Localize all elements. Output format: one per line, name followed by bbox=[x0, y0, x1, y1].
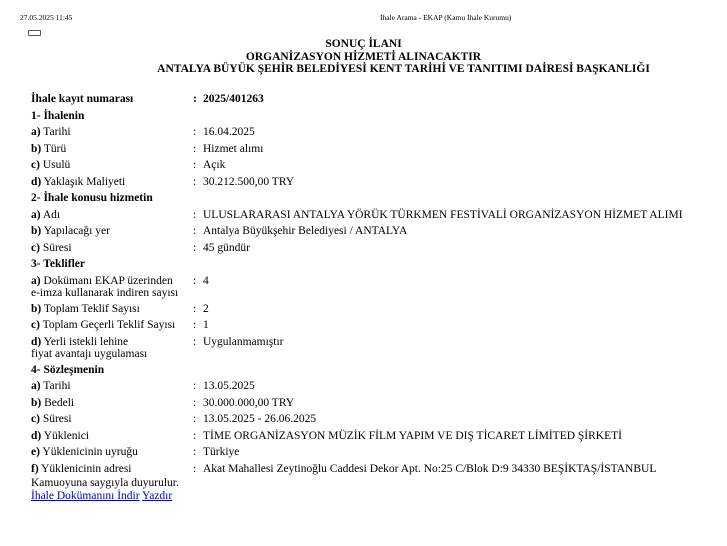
row-label: Tarihi bbox=[43, 126, 71, 138]
row-label: Yüklenicinin adresi bbox=[41, 462, 132, 475]
row-key: b) bbox=[31, 142, 42, 155]
row-4a bbox=[31, 378, 721, 395]
row-3b bbox=[31, 301, 721, 318]
row-1c bbox=[31, 157, 721, 174]
colon: : bbox=[193, 241, 197, 254]
colon: : bbox=[193, 380, 197, 392]
colon: : bbox=[193, 446, 197, 458]
row-value: 2 bbox=[203, 302, 209, 315]
row-label: Toplam Teklif Sayısı bbox=[43, 302, 140, 315]
row-key: c) bbox=[31, 241, 40, 254]
row-label: Dokümanı EKAP üzerinden bbox=[43, 274, 173, 287]
row-label: Yaklaşık Maliyeti bbox=[43, 175, 126, 188]
row-value: ULUSLARARASI ANTALYA YÖRÜK TÜRKMEN FESTİVALİ ORGANİZASYON HİZMET ALIMI bbox=[203, 208, 683, 221]
row-value: 30.000.000,00 TRY bbox=[203, 396, 295, 409]
row-key: a) bbox=[31, 126, 41, 138]
print-header-title: İhale Arama - EKAP (Kamu İhale Kurumu) bbox=[380, 13, 512, 22]
colon: : bbox=[193, 335, 197, 348]
row-value: 45 gündür bbox=[203, 241, 250, 254]
title-line-3: ANTALYA BÜYÜK ŞEHİR BELEDİYESİ KENT TARİHİ VE TANITIMI DAİRESİ BAŞKANLIĞI bbox=[157, 63, 650, 75]
row-label: Tarihi bbox=[43, 380, 71, 392]
row-key: d) bbox=[31, 429, 42, 442]
row-label: Yüklenici bbox=[43, 429, 90, 442]
row-value: Türkiye bbox=[203, 446, 240, 458]
print-header-timestamp: 27.05.2025 11:45 bbox=[20, 13, 73, 22]
row-value: Antalya Büyükşehir Belediyesi / ANTALYA bbox=[203, 225, 408, 237]
row-label: Türü bbox=[43, 142, 67, 155]
row-4b bbox=[31, 395, 721, 412]
colon: : bbox=[193, 413, 197, 425]
row-kayit bbox=[31, 91, 721, 108]
colon: : bbox=[193, 93, 197, 105]
row-value: Hizmet alımı bbox=[203, 142, 264, 155]
kayit-value: 2025/401263 bbox=[203, 93, 264, 105]
row-label: Yüklenicinin uyruğu bbox=[42, 446, 138, 458]
row-key: a) bbox=[31, 208, 41, 221]
row-label: Adı bbox=[42, 208, 61, 221]
kayit-label: İhale kayıt numarası bbox=[31, 93, 134, 105]
print-icon[interactable] bbox=[28, 30, 41, 36]
row-key: a) bbox=[31, 380, 41, 392]
print-link[interactable]: Yazdır bbox=[142, 490, 173, 502]
row-value: Açık bbox=[203, 159, 226, 171]
announcement-body bbox=[31, 91, 721, 503]
colon: : bbox=[193, 462, 197, 475]
section-3-title: 3- Teklifler bbox=[31, 258, 85, 270]
colon: : bbox=[193, 175, 197, 188]
row-label: Süresi bbox=[42, 413, 72, 425]
row-2b bbox=[31, 223, 721, 240]
row-4d bbox=[31, 428, 721, 445]
colon: : bbox=[193, 429, 197, 442]
row-value: Uygulanmamıştır bbox=[203, 335, 284, 348]
closing-text: Kamuoyuna saygıyla duyurulur. bbox=[31, 477, 179, 489]
row-4f bbox=[31, 461, 721, 478]
row-key: b) bbox=[31, 396, 42, 409]
row-value: 13.05.2025 - 26.06.2025 bbox=[203, 413, 317, 425]
row-value: TİME ORGANİZASYON MÜZİK FİLM YAPIM VE DIŞ TİCARET LİMİTED ŞİRKETİ bbox=[203, 429, 622, 442]
row-label: Süresi bbox=[42, 241, 72, 254]
row-value: 1 bbox=[203, 319, 209, 331]
row-label-cont: e-imza kullanarak indiren sayısı bbox=[31, 286, 179, 299]
row-label: Bedeli bbox=[44, 396, 75, 409]
row-1b bbox=[31, 141, 721, 158]
row-key: e) bbox=[31, 446, 40, 458]
colon: : bbox=[193, 225, 197, 237]
colon: : bbox=[193, 274, 197, 287]
row-value: 4 bbox=[203, 274, 209, 287]
row-4e bbox=[31, 444, 721, 461]
row-2a bbox=[31, 207, 721, 224]
row-label-cont: fiyat avantajı uygulaması bbox=[31, 347, 148, 360]
colon: : bbox=[193, 208, 197, 221]
row-label: Toplam Geçerli Teklif Sayısı bbox=[42, 319, 176, 331]
row-4c bbox=[31, 411, 721, 428]
row-value: 30.212.500,00 TRY bbox=[203, 175, 295, 188]
colon: : bbox=[193, 319, 197, 331]
colon: : bbox=[193, 126, 197, 138]
download-document-link[interactable]: İhale Dokümanını İndir bbox=[31, 490, 140, 502]
title-line-1: SONUÇ İLANI bbox=[325, 38, 402, 50]
colon: : bbox=[193, 302, 197, 315]
row-value: 16.04.2025 bbox=[203, 126, 255, 138]
row-2c bbox=[31, 240, 721, 257]
row-key: c) bbox=[31, 159, 40, 171]
row-3d bbox=[31, 334, 721, 362]
row-label: Yerli istekli lehine bbox=[43, 335, 129, 348]
row-value: Akat Mahallesi Zeytinoğlu Caddesi Dekor Apt. No:25 C/Blok D:9 34330 BEŞİKTAŞ/İSTANBUL bbox=[203, 462, 657, 475]
row-key: f) bbox=[31, 462, 39, 475]
row-value: 13.05.2025 bbox=[203, 380, 255, 392]
row-key: d) bbox=[31, 335, 42, 348]
row-3a bbox=[31, 273, 721, 301]
colon: : bbox=[193, 159, 197, 171]
action-links bbox=[31, 490, 721, 503]
row-key: c) bbox=[31, 413, 40, 425]
colon: : bbox=[193, 396, 197, 409]
row-1a bbox=[31, 124, 721, 141]
section-4-title: 4- Sözleşmenin bbox=[31, 363, 105, 376]
row-label: Usulü bbox=[42, 159, 71, 171]
row-key: b) bbox=[31, 225, 42, 237]
colon: : bbox=[193, 142, 197, 155]
row-3c bbox=[31, 317, 721, 334]
announcement-title bbox=[0, 38, 727, 76]
row-key: c) bbox=[31, 319, 40, 331]
row-label: Yapılacağı yer bbox=[43, 225, 110, 237]
row-key: a) bbox=[31, 274, 41, 287]
row-1d bbox=[31, 174, 721, 191]
row-key: b) bbox=[31, 302, 42, 315]
row-key: d) bbox=[31, 175, 42, 188]
title-line-2: ORGANİZASYON HİZMETİ ALINACAKTIR bbox=[245, 50, 482, 63]
section-1-title: 1- İhalenin bbox=[31, 109, 85, 122]
section-2-title: 2- İhale konusu hizmetin bbox=[31, 192, 153, 204]
